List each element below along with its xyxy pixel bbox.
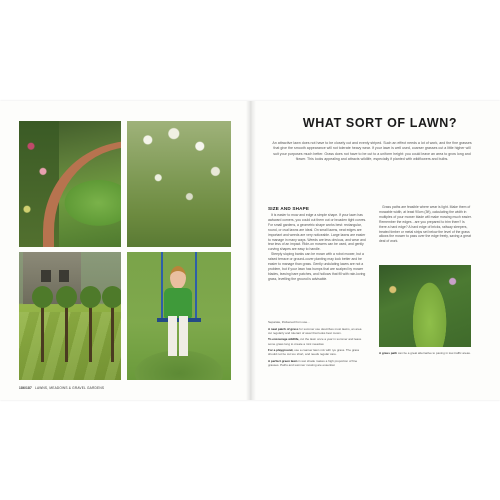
caption-text: in wet shade makes a high proportion of fine grasses. Paths and summer mowing are essential. <box>268 358 358 368</box>
caption-text: can be a great alternative to paving in low-traffic areas. <box>397 351 471 355</box>
caption <box>268 320 364 324</box>
book-gutter <box>246 101 256 400</box>
page-title: WHAT SORT OF LAWN? <box>302 116 458 130</box>
lawn-stripes <box>19 312 121 380</box>
caption-lead: To encourage wildlife, <box>268 337 300 342</box>
caption <box>268 359 364 367</box>
section-name: LAWNS, MEADOWS & GRAVEL GARDENS <box>35 386 105 390</box>
tree <box>65 302 68 362</box>
swing-rope <box>161 252 163 322</box>
paragraph: It is easier to mow and edge a simple shape. If your lawn has awkward corners, you could cut them out or broaden tight curves. For small gardens, a geometric shape works best: rectangular, round, or oval lawns are ideal. On small lawns, neat edges are important and weeds are very noticeable. Large lawns are easier to manage in many ways. Weeds are less obvious, and wear and tear less of an impact. Ride-on mowers can be used, and gently curving shapes are easy to handle. <box>268 213 367 252</box>
tree <box>89 302 92 362</box>
child-legs <box>168 316 188 356</box>
caption <box>268 348 364 356</box>
page-footer <box>19 386 104 390</box>
caption-lead: A perfect green lawn <box>268 358 298 363</box>
child-head <box>170 266 186 289</box>
caption-lead: A neat patch of grass <box>268 326 299 331</box>
caption-lead: A grass path <box>379 351 398 355</box>
photo-grass-path <box>379 265 471 347</box>
right-text-column <box>379 205 473 244</box>
caption-text: for summer use describes most lawns, an area cut regularly and tolerant of wear that looks best mown. <box>268 326 362 335</box>
left-text-column <box>268 213 368 282</box>
intro-paragraph: An attractive lawn does not have to be closely cut and evenly striped. Such an effect needs a lot of work, and the fine grasses that give the smooth appearance will not tolerate heavy wear. If your lawn is well used, coarser grasses cut a little higher will suit your purposes much better. Grass does not have to be cut to a uniform height: you could leave an area to grow long and flower. This looks appealing and attracts wildlife, especially if planted with wildflowers and bulbs. <box>272 141 472 161</box>
page-number: 186/187 <box>19 386 32 390</box>
caption <box>268 327 364 335</box>
caption-lead: For a playground, <box>268 348 294 353</box>
caption-text: cut the lawn once a year in summer and leave some grass long to create a mini meadow. <box>268 337 362 346</box>
caption-list <box>268 320 364 370</box>
section-heading: SIZE AND SHAPE <box>268 206 310 211</box>
tree <box>111 302 114 362</box>
photo-caption <box>379 351 471 355</box>
paragraph: Grass paths are feasible where wear is light. Make them of mowable width, at least 90cm (3ft), calculating the width in multiples of your mower blade will make mowing much easier. Remember the edges - are you prepared to trim them? Is there a hard edge? A hard edge of bricks, railway sleepers, treated timber or metal strips set below the level of the grass allows the mower to pass over the edge freely, saving a great deal of work. <box>379 205 472 244</box>
swing-rope <box>195 252 197 322</box>
caption <box>268 337 364 345</box>
photo-child-on-swing <box>127 252 231 380</box>
photo-curved-lawn-border <box>19 121 121 247</box>
child-body <box>164 288 192 318</box>
photo-striped-lawn <box>19 252 121 380</box>
caption-text: use a coarser lawn mix with rye grass. The grass should not be cut too short, and needs regular care. <box>268 348 360 357</box>
tree <box>41 302 44 362</box>
paragraph: Steeply sloping banks can be mown with a robot mower, but a raised terrace or ground-cover planting may look better and be easier to manage than grass. Gently undulating lawns are not a problem, but if your lawn has humps that are scalped by mower blades, leaving bare patches, and hollows that fill with rain-loving grass, levelling the ground is advisable. <box>268 252 366 281</box>
photo-wildflower-meadow <box>127 121 231 247</box>
caption-text: Separate, thickened from use... <box>268 320 310 324</box>
